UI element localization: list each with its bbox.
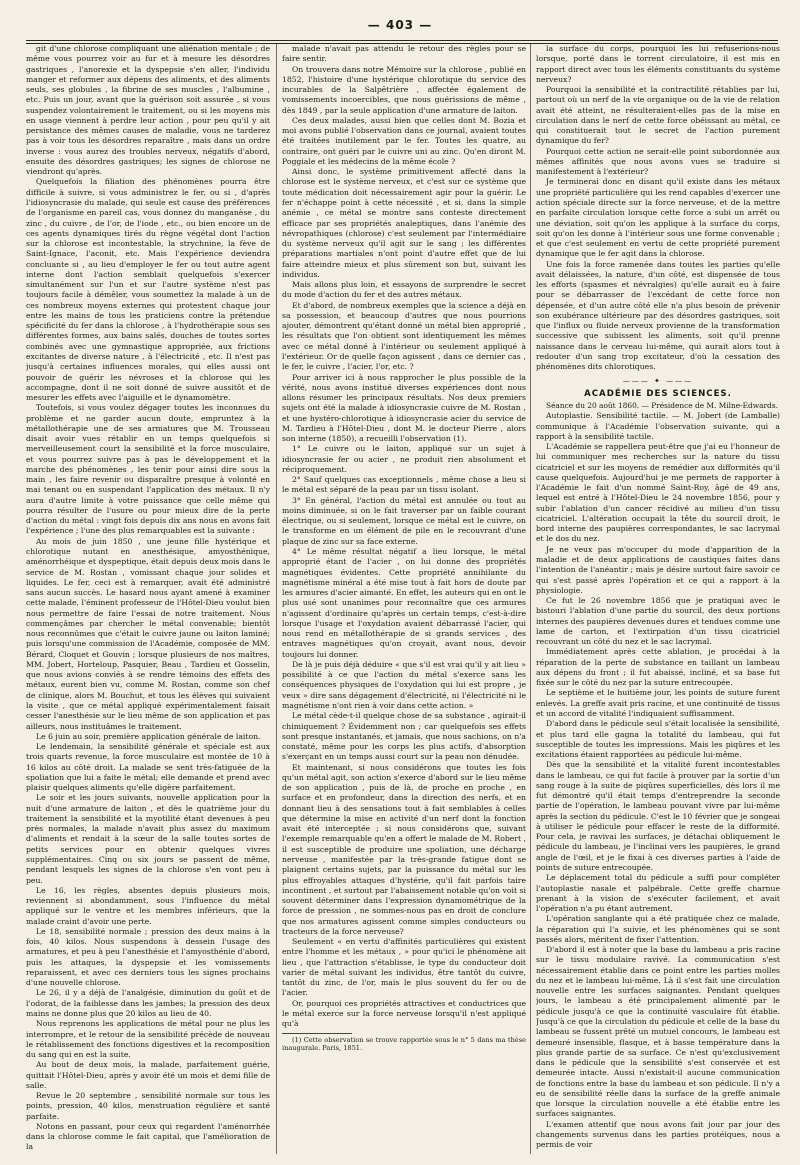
paragraph: Notons en passant, pour ceux qui regardent l'aménorrhée dans la chlorose comme le fait capital, que l'amélioration de la (26, 1121, 270, 1152)
page-header (0, 12, 800, 38)
paragraph: Quelquefois la filiation des phénomènes pourra être difficile à suivre, si vous administrez le fer, ou si , d'après l'idiosyncrasie du malade, qui seule est cause des préférences de l'organisme en pareil cas, vous donnez du manganèse , du zinc , du cuivre , de l'or, de l'iode , etc., ou bien encore un de ces agents dynamiques tirés du règne végétal dont l'action sur la chlorose est incontestable, la strychnine, la fève de Saint-Ignace, l'aconit, etc. Mais l'expérience deviendra concluante si , au lieu d'employer le fer ou tout autre agent interne dont l'action semblait quelquefois s'exercer simultanément sur l'un et sur l'autre système n'est pas toujours facile à démêler, vous soumettez la malade à un de ces nombreux moyens externes qui protestent chaque jour entre les mains de tous les praticiens contre la prétendue spécificité du fer dans la chlorose , à l'hydrothérapie sous ses différentes formes, aux bains salés, douches de toutes sortes combinés avec une gymnastique appropriée, aux frictions excitantes de diverse nature , à l'électricité , etc. Il n'est pas jusqu'à certaines influences morales, qui elles aussi ont pouvoir de guérir les névroses et la chlorose qui les accompagne, dont il ne soit donné de suivre aussitôt et de mesurer les effets avec l'aiguille et le dynamomètre. (26, 177, 270, 403)
paragraph: 4° Le même résultat négatif a lieu lorsque, le métal approprié étant de l'acier , on lui donne des propriétés magnétiques évidentes. Cette propriété annihilante du magnétisme minéral a été mise tout à fait hors de doute par les armures d'acier aimanté. En effet, les auteurs qui en ont le plus usé sont unanimes pour reconnaître que ces armures n'agissent d'ordinaire qu'après un certain temps, c'est-à-dire lorsque l'usage et l'oxydation avaient débarrassé l'acier, qui nous rend en métallothérapie de si grands services , des entraves magnétiques qu'on croyait, avant nous, devoir toujours lui donner. (282, 547, 526, 659)
text-column-1 (26, 44, 270, 1156)
column-divider (530, 44, 531, 1154)
paragraph: Nous reprenons les applications de métal pour ne plus les interrompre, et le retour de la sensibilité précède de nouveau le rétablissement des fonctions digestives et la recomposition du sang qui en est la suite. (26, 1019, 270, 1060)
paragraph: L'opération sanglante qui a été pratiquée chez ce malade, la réparation qui l'a suivie, et les phénomènes qui se sont passés alors, méritent de fixer l'attention. (536, 914, 780, 944)
paragraph: Au bout de deux mois, la malade, parfaitement guérie, quittait l'Hôtel-Dieu, après y avoir été un mois et demi fille de salle. (26, 1060, 270, 1090)
session-line: Séance du 20 août 1860. — Présidence de M. Milne-Edwards. (546, 401, 778, 411)
paragraph: L'Académie se rappellera peut-être que j'ai eu l'honneur de lui communiquer mes recherches sur la nature du tissu cicatriciel et sur les moyens de remédier aux difformités qu'il cause quelquefois. Aujourd'hui je me permets de rapporter à l'Académie le fait d'un nommé Saint-Roy, âgé de 49 ans, lequel est entré à l'Hôtel-Dieu le 24 novembre 1856, pour y subir l'ablation d'un cancer récidivé au milieu d'un tissu cicatriciel. L'altération occupait la tête du sourcil droit, le bord interne des paupières correspondantes, le sac lacrymal et le dos du nez. (536, 442, 780, 544)
paragraph: De là je puis déjà déduire « que s'il est vrai qu'il y ait lieu » possibilité à ce que l'action du métal s'exerce sans les conséquences physiques de l'oxydation qui lui est propre , je veux » dire sans dégagement d'électricité, ni l'électricité ni le magnétisme n'ont rien à voir dans cette action. » (282, 659, 526, 710)
paragraph: Je ne veux pas m'occuper du mode d'apparition de la maladie et de deux applications de caustiques faites dans l'intention de l'anéantir ; mais je désire surtout faire savoir ce qui s'est passé après l'opération et ce qui a rapport à la physiologie. (536, 544, 780, 595)
paragraph: Le septième et le huitième jour, les points de suture furent enlevés. La greffe avait pris racine, et une continuité de tissus et un accord de vitalité l'indiquaient suffisamment. (536, 688, 780, 718)
paragraph: Le 6 juin au soir, première application générale de laiton. (36, 731, 261, 741)
paragraph: D'abord il est à noter que la base du lambeau a pris racine sur le tissu modulaire ravivé. La communication s'est nécessairement établie dans ce point entre les parties molles du nez et le lambeau lui-même. Là il s'est fait une circulation nouvelle entre les surfaces saignantes. Pendant quelques jours, le lambeau a été principalement alimenté par le pédicule jusqu'à ce que la continuité vasculaire fût établie. Jusqu'à ce que la circulation du pédicule et celle de la base du lambeau se fussent prêté un mutuel concours, le lambeau est demeuré insensible, flasque, et à basse température dans la plus grande partie de sa surface. Ce n'est qu'exclusivement dans le pédicule que la sensibilité s'est conservée et est demeurée intacte. Aussi n'existait-il aucune communication de fonctions entre la base du lambeau et son pédicule. Il n'y a eu de sensibilité réelle dans la surface de la greffe animale que lorsque la circulation nouvelle a été établie entre les surfaces saignantes. (536, 945, 780, 1119)
section-ornament: ——— ✦ ——— (622, 376, 694, 385)
paragraph: Le soir et les jours suivants, nouvelle application pour la nuit d'une armature de laiton , et dès le quatrième jour du traitement la sensibilité et la myotilité étant devenues à peu près normales, la malade n'avait plus assez du maximum d'aliments et rendait à la sœur de la salle toutes sortes de petits services pour en obtenir quelques vivres supplémentaires. Cinq ou six jours se passent de même, pendant lesquels les signes de la chlorose s'en vont peu à peu. (26, 793, 270, 885)
page-number: — 403 — (367, 18, 433, 32)
text-column-3 (536, 44, 780, 1156)
paragraph: 2° Sauf quelques cas exceptionnels , même chose a lieu si le métal est séparé de la peau par un tissu isolant. (282, 475, 526, 495)
paragraph: L'examen attentif que nous avons fait jour par jour des changements survenus dans les parties protéiques, nous a permis de voir (536, 1119, 780, 1150)
paragraph: Pour arriver ici à nous rapprocher le plus possible de la vérité, nous avons institué diverses expériences dont nous allons résumer les principaux résultats. Nos deux premiers sujets ont été la malade à idiosyncrasie cuivre de M. Rostan , et une hystéro-chlorotique à idiosyncrasie acier du service de M. Tardieu à l'Hôtel-Dieu , dont M. le docteur Pierre , alors son interne (1850), a recueilli l'observation (1). (282, 372, 526, 444)
paragraph: Le métal cède-t-il quelque chose de sa substance , agirait-il chimiquement ? Évidemment non ; car quelquefois ses effets sont presque instantanés, et jamais, que nous sachions, on n'a constaté, même pour les corps les plus actifs, d'absorption s'exerçant en un temps aussi court sur la peau non dénudée. (282, 711, 526, 762)
paragraph: Le lendemain, la sensibilité générale et spéciale est aux trois quarts revenue, la force musculaire est montée de 10 à 16 kilos au côté droit. La malade se sent très-fatiguée de la spoliation que lui a faite le métal; elle demande et prend avec plaisir quelques aliments qu'elle digère parfaitement. (26, 742, 270, 793)
paragraph: git d'une chlorose compliquant une aliénation mentale ; de même vous pourrez voir au fur et à mesure les désordres gastriques , l'anorexie et la dyspepsie s'en aller, l'individu manger et reformer aux dépens des aliments, et des aliments seuls, ses globules , la fibrine de ses muscles , l'albumine , etc. Puis un jour, avant que la guérison soit assurée , si vous suspendez volontairement le traitement, ou si les moyens mis en usage viennent à perdre leur action , pour peu qu'il y ait persistance des mêmes causes de maladie, vous ne tarderez pas à voir tous les désordres reparaître , mais dans un ordre inverse : vous aurez des troubles nerveux, négatifs d'abord, ensuite des désordres gastriques; les signes de chlorose ne viendront qu'après. (26, 44, 270, 177)
paragraph: On trouvera dans notre Mémoire sur la chlorose , publié en 1852, l'histoire d'une hystérique chlorotique du service des incurables de la Salpêtrière , affectée également de vomissements incoercibles, que nous guérissions de même , dès 1849 , par la seule application d'une armature de laiton. (282, 64, 526, 115)
paragraph: la surface du corps, pourquoi les lui refuserions-nous lorsque, porté dans le torrent circulatoire, il est mis en rapport direct avec tous les éléments constituants du système nerveux? (536, 44, 780, 84)
paragraph: Toutefois, si vous voulez dégager toutes les inconnues du problème et ne garder aucun doute, empruntez à la métallothérapie une de ses armatures que M. Trousseau disait avoir vues rétablir en un temps quelquefois si merveilleusement court la sensibilité et la force musculaire, et vous pourrez suivre pas à pas le développement et la marche des phénomènes , les tenir pour ainsi dire sous la main , les faire revenir ou disparaître presque à volonté en mai tenant ou en suspendant l'application des métaux. Il n'y aura d'autre limite à votre puissance que celle même qui pourra résulter de l'usure ou pour mieux dire de la perte d'action du métal : vingt fois depuis dix ans nous en avons fait l'expérience ; l'une des plus remarquables est la suivante : (26, 403, 270, 536)
paragraph: Le 26, il y a déjà de l'analgésie, diminution du goût et de l'odorat, de la faiblesse dans les jambes; la pression des deux mains ne donne plus que 20 kilos au lieu de 40. (26, 988, 270, 1018)
paragraph: Au mois de juin 1850 , une jeune fille hystérique et chlorotique nutant en anesthésique, amyosthénique, aménorrhéique et dyspeptique, était depuis deux mois dans le service de M. Rostan , vomissant chaque jour solides et liquides. Le fer, ceci est à remarquer, avait été administré sans aucun succès. Le hasard nous ayant amené à examiner cette malade, l'éminent professeur de l'Hôtel-Dieu voulut bien nous permettre de faire l'essai de notre traitement. Nous commençâmes par chercher le métal convenable; bientôt nous reconnûmes que c'était le cuivre jaune ou laiton laminé; puis lorsqu'une commission de l'Académie, composée de MM. Bérard, Cloquet et Gouvin ; lorsque plusieurs de nos maîtres, MM. Jobert, Horteloup, Pasquier, Beau , Tardieu et Gosselin, que nous avions conviés à se rendre témoins des effets des métaux, eurent bien vu, comme M. Rostan, comme son chef de clinique, alors M. Bouchut, et tous les élèves qui suivaient la visite , que ce métal appliqué expérimentalement faisait cesser l'anesthésie sur le lieu même de son application et pas ailleurs, nous instituâmes le traitement. (26, 536, 270, 731)
paragraph: Ce fut le 26 novembre 1856 que je pratiquai avec le bistouri l'ablation d'une partie du sourcil, des deux portions internes des paupières devenues dures et tendues comme une lame de carton, et l'extirpation d'un tissu cicatriciel recouvrant un côté du nez et le sac lacrymal. (536, 596, 780, 647)
paragraph: Le 18, sensibilité normale ; pression des deux mains à la fois, 40 kilos. Nous suspendons à dessein l'usage des armatures, et peu à peu l'anesthésie et l'amyosthénie d'abord, puis les attaques, la dyspepsie et les vomissements reparaissent, et avec ces derniers tous les signes prochains d'une nouvelle chlorose. (26, 926, 270, 988)
paragraph: 3° En général, l'action du métal est annulée ou tout au moins diminuée, si on le fait traverser par un faible courant électrique, ou si seulement, lorsque ce métal est le cuivre, on le transforme en un élément de pile en le recouvrant d'une plaque de zinc sur sa face externe. (282, 495, 526, 546)
paragraph: malade n'avait pas attendu le retour des règles pour se faire sentir. (282, 44, 526, 64)
footnote: (1) Cette observation se trouve rapportée sous le n° 5 dans ma thèse inaugurale. Paris, 1851. (282, 1035, 526, 1053)
paragraph: Revue le 20 septembre , sensibilité normale sur tous les points, pression, 40 kilos, menstruation régulière et santé parfaite. (26, 1091, 270, 1121)
paragraph: Dès que la sensibilité et la vitalité furent incontestables dans le lambeau, ce qui fut facile à prouver par la sortie d'un sang rouge à la suite de piqûres superficielles, dès lors il me fut démontré qu'il était temps d'entreprendre la seconde partie de l'opération, le lambeau pouvant vivre par lui-même après la section du pédicule. C'est le 10 février que je songeai à utiliser le pédicule pour effacer le reste de la difformité. Pour cela, je ravivai les surfaces, je détachai obliquement le pédicule du lambeau, je l'inclinai vers les paupières, le grand angle de l'œil, et je le fixai à ces diverses parties à l'aide de points de suture entrecoupée. (536, 760, 780, 872)
paragraph: Une fois la force ramenée dans toutes les parties qu'elle avait délaissées, la nature, d'un côté, est dispensée de tous les efforts (spasmes et névralgies) qu'elle aurait eu à faire pour se débarrasser de l'excédant de cette force non dépensée, et d'un autre côté elle n'a plus besoin de prévenir son exubérance ultérieure par des désordres gastriques, soit que l'influx ou fluide nerveux provienne de la transformation successive que subissent les aliments, soit qu'il prenne naissance dans le cerveau lui-même, qui aurait alors tout à redouter d'un sang trop excitateur, d'où la cessation des phénomènes dits chlorotiques. (536, 259, 780, 372)
paragraph: Le 16, les règles, absentes depuis plusieurs mois, reviennent si abondamment, sous l'influence du métal appliqué sur le ventre et les membres inférieurs, que la malade craint d'avoir une perte. (26, 885, 270, 926)
section-title: ACADÉMIE DES SCIENCES. (584, 388, 732, 399)
paragraph: Mais allons plus loin, et essayons de surprendre le secret du mode d'action du fer et des autres métaux. (282, 280, 526, 300)
paragraph: Et maintenant, si nous considérons que toutes les fois qu'un métal agit, son action s'exerce d'abord sur le lieu même de son application , puis de là, de proche en proche , en surface et en profondeur, dans la direction des nerfs, et en donnant lieu à des sensations tout à fait semblables à celles que détermine la mise en activité d'un nerf dont la fonction avait été interceptée ; si nous considérons que, suivant l'exemple remarquable qu'en a offert le malade de M. Robert , il est susceptible de produire une spoliation, une décharge nerveuse , manifestée par la très-grande fatigue dont se plaignent certains sujets, par la puissance du métal sur les plus effroyables attaques d'hystérie, qu'il fait parfois taire incontinent , et surtout par l'abaissement notable qu'on voit si souvent déterminer dans l'expression dynamométrique de la force de pression , ne sommes-nous pas en droit de conclure que nos armatures agissent comme simples conducteurs ou tracteurs de la force nerveuse? (282, 762, 526, 936)
paragraph: Seulement « en vertu d'affinités particulières qui existent entre l'homme et les métaux , » pour qu'ici le phénomène ait lieu , que l'attraction s'établisse, le type du conducteur doit varier de métal suivant les individus, être tantôt du cuivre, tantôt du zinc, de l'or, mais le plus souvent du fer ou de l'acier. (282, 937, 526, 998)
paragraph: Et d'abord, de nombreux exemples que la science a déjà en sa possession, et beaucoup d'autres que nous pourrions ajouter, démontrent qu'étant donné un métal bien approprié , les résultats que l'on obtient sont identiquement les mêmes avec ce métal donné à l'intérieur ou seulement appliqué à l'extérieur. Or de quelle façon agissent , dans ce dernier cas , le fer, le cuivre , l'acier, l'or, etc. ? (282, 300, 526, 372)
paragraph: Pourquoi la sensibilité et la contractilité rétablies par lui, partout où un nerf de la vie organique ou de la vie de relation avait été atteint, ne résulteraient-elles pas de la mise en circulation dans le nerf de cette force obéissant au métal, ce qui constituerait tout le secret de l'action purement dynamique du fer? (536, 85, 780, 146)
paragraph: Ainsi donc, le système primitivement affecté dans la chlorose est le système nerveux, et c'est sur ce système que toute médication doit nécessairement agir pour la guérir. Le fer n'échappe point à cette nécessité , et si, dans la simple anémie , ce métal se montre sans conteste directement efficace par ses propriétés analeptiques, dans l'anémie des névropathiques (chlorose) c'est seulement par l'intermédiaire du système nerveux qu'il agit sur le sang ; les différentes préparations martiales n'ont point d'autre effet que de lui faire atteindre mieux et plus sûrement son but, suivant les individus. (282, 167, 526, 279)
paragraph: D'abord dans le pédicule seul s'était localisée la sensibilité, et plus tard elle gagna la totalité du lambeau, qui fut susceptible de toutes les impressions. Mais les piqûres et les excitations étaient rapportées au pédicule lui-même. (536, 719, 780, 760)
header-rule (26, 40, 778, 41)
column-divider (276, 44, 277, 1154)
paragraph: Le déplacement total du pédicule a suffi pour compléter l'autoplastie nasale et palpébrale. Cette greffe charnue prenant à la vision de s'exécuter facilement, et avait l'opération n'a pu étant autrement. (536, 873, 780, 914)
footnote-rule (282, 1033, 352, 1034)
paragraph: Pourquoi cette action ne serait-elle point subordonnée aux mêmes affinités que nous avons vues se traduire si manifestement à l'extérieur? (536, 146, 780, 177)
paragraph: 1° Le cuivre ou le laiton, appliqué sur un sujet à idiosyncrasie fer ou acier , ne produit rien absolument et réciproquement. (282, 444, 526, 474)
text-column-2 (282, 44, 526, 1156)
paragraph: Je terminerai donc en disant qu'il existe dans les métaux une propriété particulière qui les rend capables d'exercer une action spéciale directe sur la force nerveuse, et de la mettre en parfaite circulation lorsque cette force a subi un arrêt ou une déviation, soit qu'on les applique à la surface du corps, soit qu'on les donne à l'intérieur sous une forme convenable ; et que c'est seulement en vertu de cette propriété purement dynamique que le fer agit dans la chlorose. (536, 177, 780, 259)
paragraph: Immédiatement après cette ablation, je procédai à la réparation de la perte de substance en taillant un lambeau aux dépens du front ; il fut abaissé, incliné, et sa base fut fixée sur le côté du nez par la suture entrecoupée. (536, 647, 780, 688)
paragraph: Ces deux malades, aussi bien que celles dont M. Bozia et moi avons publié l'observation dans ce journal, avaient toutes été traitées inutilement par le fer. Toutes les quatre, au contraire, ont guéri par le cuivre uni au zinc. Qu'en diront M. Poggiale et les médecins de la même école ? (282, 115, 526, 166)
paragraph: Autoplastie. Sensibilité tactile. — M. Jobert (de Lamballe) communique à l'Académie l'observation suivante, qui a rapport à la sensibilité tactile. (536, 411, 780, 441)
paragraph: Or, pourquoi ces propriétés attractives et conductrices que le métal exerce sur la force nerveuse lorsqu'il n'est appliqué qu'à (282, 998, 526, 1029)
